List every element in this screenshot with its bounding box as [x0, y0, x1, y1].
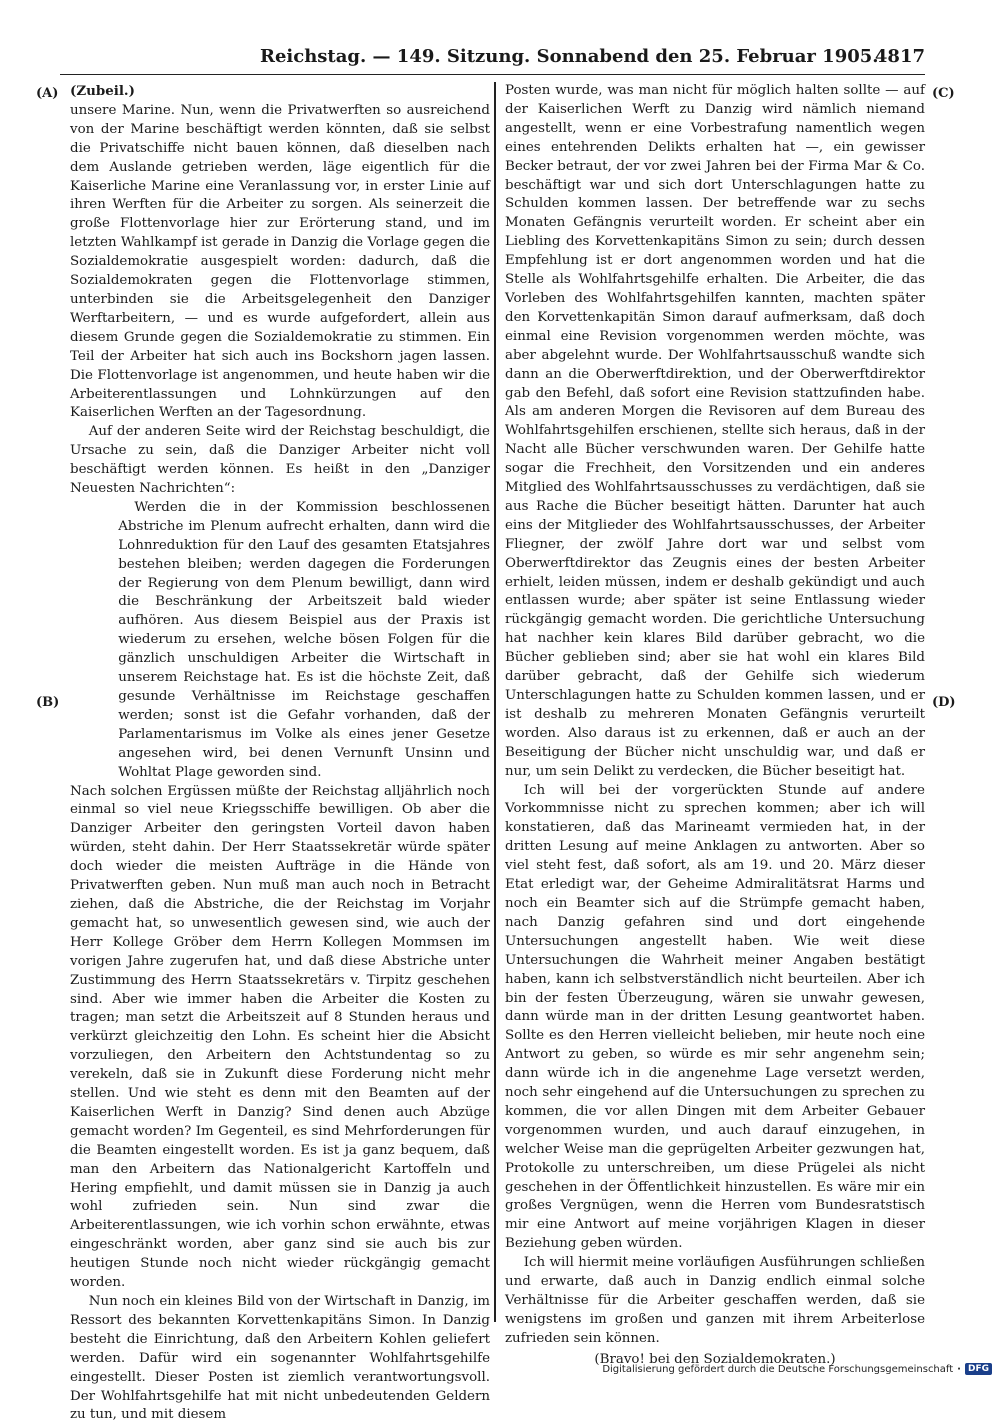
- margin-mark-b: (B): [36, 695, 60, 710]
- margin-mark-a: (A): [36, 86, 59, 101]
- paragraph: unsere Marine. Nun, wenn die Privatwerften so ausreichend von der Marine beschäftigt werden könnten, daß sie selbst die Privatschiffe nicht bauen können, daß dieselben nach dem Auslande getrieben werden, läge eigentlich für die Kaiserliche Marine eine Veranlassung vor, in erster Linie auf ihren Werften für die Arbeiter zu sorgen. Als seinerzeit die große Flottenvorlage hier zur Erörterung stand, und im letzten Wahlkampf ist gerade in Danzig die Vorlage gegen die Sozialdemokratie ausgespielt worden: dadurch, daß die Sozialdemokraten gegen die Flottenvorlage stimmen, unterbinden sie die Arbeitsgelegenheit den Danziger Werftarbeitern, — und es wurde aufgefordert, allein aus diesem Grunde gegen die Sozialdemokratie zu stimmen. Ein Teil der Arbeiter hat sich auch ins Bockshorn jagen lassen. Die Flottenvorlage ist angenommen, und heute haben wir die Arbeiterentlassungen und Lohnkürzungen auf den Kaiserlichen Werften an der Tagesordnung.: [70, 102, 490, 421]
- paragraph: Nun noch ein kleines Bild von der Wirtschaft in Danzig, im Ressort des bekannten Korvettenkapitäns Simon. In Danzig besteht die Einrichtung, daß den Arbeitern Kohlen geliefert werden. Dafür wird ein sogenannter Wohlfahrtsgehilfe eingestellt. Dieser Posten ist ziemlich verantwortungsvoll. Der Wohlfahrtsgehilfe hat mit nicht unbedeutenden Geldern zu tun, und mit diesem: [70, 1294, 490, 1423]
- page-header: [60, 44, 925, 75]
- right-column: [505, 82, 925, 1370]
- paragraph: Auf der anderen Seite wird der Reichstag beschuldigt, die Ursache zu sein, daß die Danziger Arbeiter nicht voll beschäftigt werden können. Es heißt in den „Danziger Neuesten Nachrichten“:: [70, 424, 490, 497]
- margin-mark-c: (C): [932, 86, 955, 101]
- paragraph: Ich will hiermit meine vorläufigen Ausführungen schließen und erwarte, daß auch in Danzig endlich einmal solche Verhältnisse für die Arbeiter geschaffen werden, daß sie wenigstens im großen und ganzen mit ihrem Arbeiterlose zufrieden sein können.: [505, 1255, 925, 1346]
- paragraph: Nach solchen Ergüssen müßte der Reichstag alljährlich noch einmal so viel neue Kriegsschiffe bewilligen. Ob aber die Danziger Arbeiter den geringsten Vorteil davon haben würden, steht dahin. Der Herr Staatssekretär würde später doch wieder die meisten Aufträge in die Hände von Privatwerften geben. Nun muß man auch noch in Betracht ziehen, daß die Abstriche, die der Reichstag im Vorjahr gemacht hat, so unwesentlich gewesen sind, wie auch der Herr Kollege Gröber dem Herrn Kollegen Mommsen im vorigen Jahre zugerufen hat, und daß diese Abstriche unter Zustimmung des Herrn Staatssekretärs v. Tirpitz geschehen sind. Aber wie immer haben die Arbeiter die Kosten zu tragen; man setzt die Arbeitszeit auf 8 Stunden heraus und verkürzt gleichzeitig den Lohn. Es scheint hier die Absicht vorzuliegen, den Arbeitern den Achtstundentag so zu verekeln, daß sie in Zukunft diese Forderung nicht mehr stellen. Und wie steht es denn mit den Beamten auf der Kaiserlichen Werft in Danzig? Sind denen auch Abzüge gemacht worden? Im Gegenteil, es sind Mehrforderungen für die Beamten eingestellt worden. Es ist ja ganz bequem, daß man den Arbeitern das Nationalgericht Kartoffeln und Hering empfiehlt, und damit müssen sie in Danzig ja auch wohl zufrieden sein. Nun sind zwar die Arbeiterentlassungen, wie ich vorhin schon erwähnte, etwas eingeschränkt worden, aber ganz sind sie auch bis zur heutigen Stunde noch nicht wieder rückgängig gemacht worden.: [70, 783, 490, 1291]
- separator-dot: ·: [957, 1363, 961, 1375]
- running-title: Reichstag. — 149. Sitzung. Sonnabend den 25. Februar 1905.: [260, 46, 879, 67]
- margin-mark-d: (D): [932, 695, 956, 710]
- paragraph: Ich will bei der vorgerückten Stunde auf andere Vorkommnisse nicht zu sprechen kommen; aber ich will konstatieren, daß das Marineamt vermieden hat, in der dritten Lesung auf meine Anklagen zu antworten. Aber so viel steht fest, daß sofort, als am 19. und 20. März dieser Etat erledigt war, der Geheime Admiralitätsrat Harms und noch ein Beamter sich auf die Strümpfe gemacht haben, nach Danzig gefahren sind und dort eingehende Untersuchungen angestellt haben. Wie weit diese Untersuchungen die Wahrheit meiner Angaben bestätigt haben, kann ich selbstverständlich nicht beurteilen. Aber ich bin der festen Überzeugung, wären sie unwahr gewesen, dann würde man in der dritten Lesung geantwortet haben. Sollte es den Herren vielleicht belieben, mir heute noch eine Antwort zu geben, so würde es mir sehr angenehm sein; dann würde ich in die angenehme Lage versetzt werden, noch sehr eingehend auf die Untersuchungen zu sprechen zu kommen, die vor allen Dingen mit dem Arbeiter Gebauer vorgenommen wurden, und auch darauf einzugehen, in welcher Weise man die geprügelten Arbeiter gezwungen hat, Protokolle zu unterschreiben, um diese Prügelei als nicht geschehen in der Öffentlichkeit hinzustellen. Es wäre mir ein großes Vergnügen, wenn die Herren vom Bundesratstisch mir eine Antwort auf meine vorjährigen Klagen in dieser Beziehung geben würden.: [505, 782, 925, 1252]
- left-column: [70, 82, 490, 1425]
- dfg-logo: DFG: [965, 1363, 992, 1375]
- column-divider: [494, 82, 496, 1322]
- paragraph: Posten wurde, was man nicht für möglich halten sollte — auf der Kaiserlichen Werft zu Danzig wird nämlich niemand angestellt, wenn er eine Vorbestrafung namentlich wegen eines entehrenden Delikts erhalten hat —, ein gewisser Becker betraut, der vor zwei Jahren bei der Firma Mar & Co. beschäftigt war und sich dort Unterschlagungen hatte zu Schulden kommen lassen. Der betreffende war zu sechs Monaten Gefängnis verurteilt worden. Er scheint aber ein Liebling des Korvettenkapitäns Simon zu sein; durch dessen Empfehlung ist er dort angenommen worden und hat die Stelle als Wohlfahrtsgehilfe erhalten. Die Arbeiter, die das Vorleben des Wohlfahrtsgehilfen kannten, machten später den Korvettenkapitän Simon darauf aufmerksam, daß doch einmal eine Revision vorgenommen werden möchte, was aber abgelehnt wurde. Der Wohlfahrtsausschuß wandte sich dann an die Oberwerftdirektion, und der Oberwerftdirektor gab den Befehl, daß sofort eine Revision stattzufinden habe. Als am anderen Morgen die Revisoren auf dem Bureau des Wohlfahrtsgehilfen erschienen, stellte sich heraus, daß in der Nacht alle Bücher verschwunden waren. Der Gehilfe hatte sogar die Frechheit, den Vorsitzenden und ein anderes Mitglied des Wohlfahrtsausschusses zu verdächtigen, daß sie aus Rache die Bücher beseitigt hätten. Darunter hat auch eins der Mitglieder des Wohlfahrtsausschusses, der Arbeiter Fliegner, der zwölf Jahre dort war und selbst vom Oberwerftdirektor das Zeugnis eines der besten Arbeiter erhielt, leiden müssen, indem er deshalb gekündigt und auch entlassen wurde; aber später ist seine Entlassung wieder rückgängig gemacht worden. Die gerichtliche Untersuchung hat nachher kein klares Bild darüber gebracht, wo die Bücher geblieben sind; aber sie hat wohl ein klares Bild darüber gebracht, daß der Gehilfe sich wiederum Unterschlagungen hatte zu Schulden kommen lassen, und er ist deshalb zu mehreren Monaten Gefängnis verurteilt worden. Also daraus ist zu erkennen, daß er auch an der Beseitigung der Bücher nicht unschuldig war, und daß er nur, um sein Delikt zu verdecken, die Bücher beseitigt hat.: [505, 83, 925, 779]
- page-number: 4817: [874, 46, 925, 67]
- credit-text: Digitalisierung gefördert durch die Deutsche Forschungsgemeinschaft: [602, 1363, 954, 1375]
- digitization-credit: [602, 1363, 992, 1375]
- quotation: Werden die in der Kommission beschlossenen Abstriche im Plenum aufrecht erhalten, dann wird die Lohnreduktion für den Lauf des gesamten Etatsjahres bestehen bleiben; werden dagegen die Forderungen der Regierung von dem Plenum bewilligt, dann wird die Beschränkung der Arbeitszeit bald wieder aufhören. Aus diesem Beispiel aus der Praxis ist wiederum zu ersehen, welche bösen Folgen für die gänzlich unschuldigen Arbeiter die Wirtschaft in unserem Reichstage hat. Es ist die höchste Zeit, daß gesunde Verhältnisse im Reichstage geschaffen werden; sonst ist die Gefahr vorhanden, daß der Parlamentarismus im Volke als eines jener Gesetze angesehen wird, bei denen Vernunft Unsinn und Wohltat Plage geworden sind.: [118, 499, 490, 780]
- applause-note: (Bravo! bei den Sozialdemokraten.): [594, 1351, 836, 1367]
- speaker-continuation: (Zubeil.): [70, 83, 135, 99]
